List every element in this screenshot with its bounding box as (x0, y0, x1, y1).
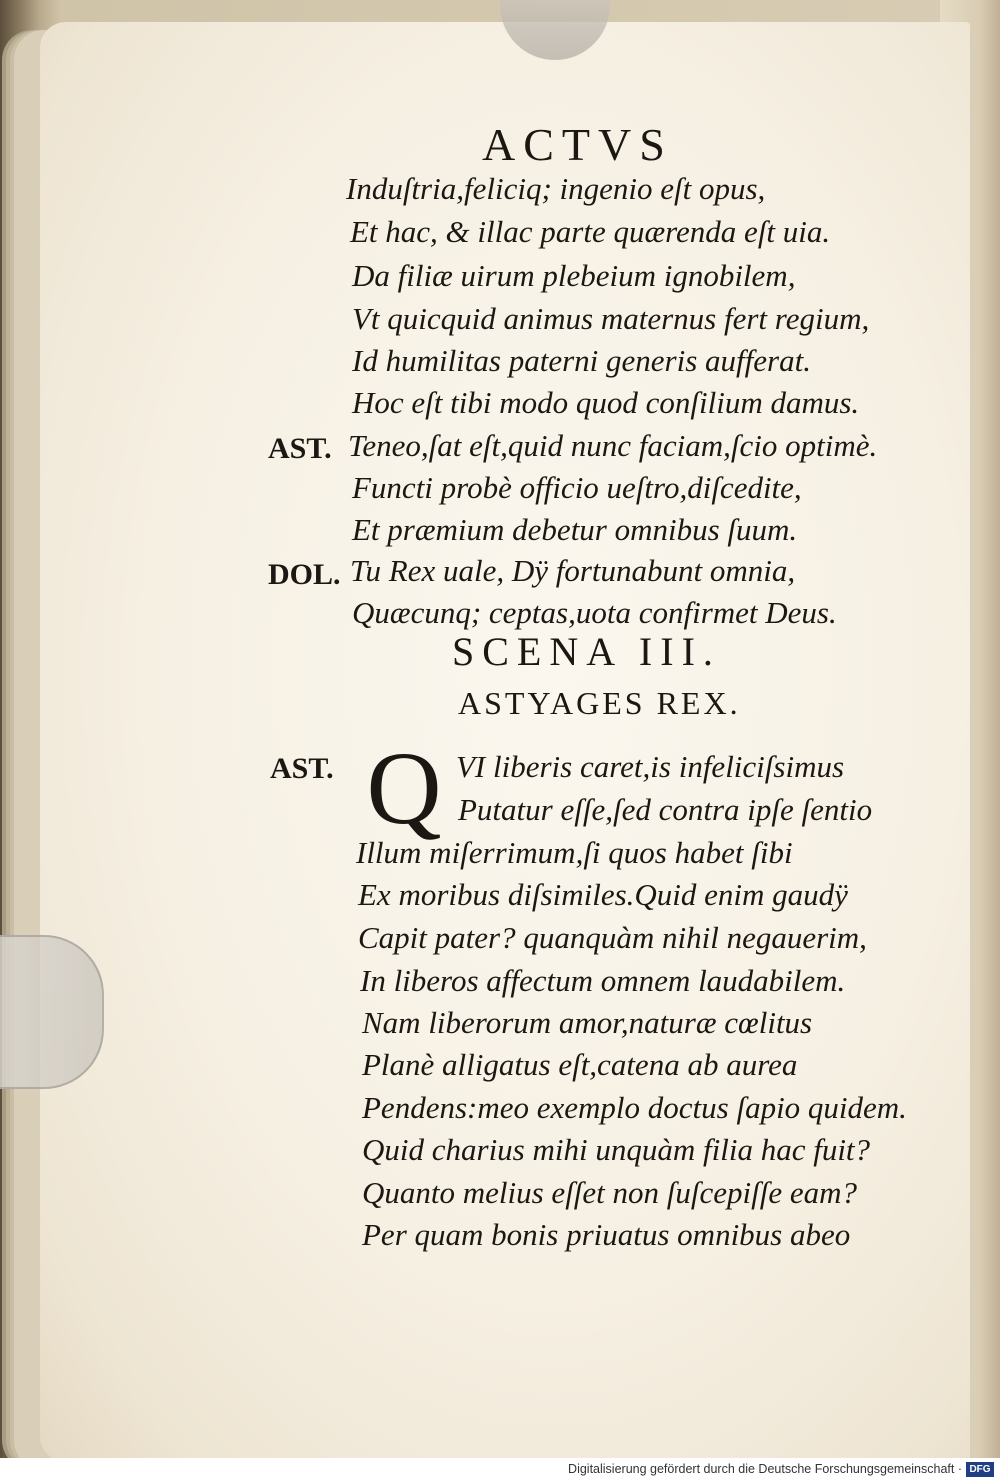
verse-line: Et præmium debetur omnibus ſuum. (352, 512, 798, 547)
verse-line: VI liberis caret,is infeliciſsimus (456, 749, 845, 784)
verse-line: Per quam bonis priuatus omnibus abeo (362, 1217, 851, 1252)
verse-line: Quid charius mihi unquàm filia hac fuit? (362, 1132, 871, 1167)
scene-heading: SCENA III. (452, 629, 721, 674)
speaker-label: DOL. (268, 558, 341, 591)
verse-line: Tu Rex uale, Dÿ fortunabunt omnia, (350, 553, 796, 588)
dfg-logo: DFG (966, 1462, 994, 1477)
verse-line: Vt quicquid animus maternus fert regium, (352, 301, 870, 336)
verse-line: Id humilitas paterni generis aufferat. (352, 343, 811, 378)
verse-line: Quæcunq; ceptas,uota confirmet Deus. (352, 595, 837, 630)
verse-line: Illum miſerrimum,ſi quos habet ſibi (356, 835, 793, 870)
verse-line: Pendens:meo exemplo doctus ſapio quidem. (362, 1090, 907, 1125)
scene-subheading: ASTYAGES REX. (458, 685, 741, 721)
speaker-label: AST. (268, 432, 332, 465)
verse-line: Quanto melius eſſet non ſuſcepiſſe eam? (362, 1175, 858, 1210)
verse-line: Induſtria,feliciq; ingenio eſt opus, (346, 171, 766, 206)
verse-line: Putatur eſſe,ſed contra ipſe ſentio (458, 792, 873, 827)
verse-line: Nam liberorum amor,naturæ cœlitus (362, 1005, 813, 1040)
verse-line: Teneo,ſat eſt,quid nunc faciam,ſcio optimè. (348, 428, 878, 463)
verse-line: Et hac, & illac parte quærenda eſt uia. (350, 214, 831, 249)
verse-line: Da filiæ uirum plebeium ignobilem, (352, 258, 796, 293)
verse-line: In liberos affectum omnem laudabilem. (360, 963, 846, 998)
speaker-label: AST. (270, 752, 334, 785)
verse-line: Functi probè officio ueſtro,diſcedite, (352, 470, 802, 505)
verse-line: Capit pater? quanquàm nihil negauerim, (358, 920, 867, 955)
page-title: ACTVS (482, 119, 673, 170)
verse-line: Planè alligatus eſt,catena ab aurea (362, 1047, 798, 1082)
drop-cap-initial: Q (366, 731, 442, 846)
verse-line: Hoc eſt tibi modo quod conſilium damus. (352, 385, 860, 420)
page-clip-left (0, 935, 104, 1089)
footer-credit: Digitalisierung gefördert durch die Deutsche Forschungsgemeinschaft · (568, 1462, 962, 1476)
verse-line: Ex moribus diſsimiles.Quid enim gaudÿ (358, 877, 848, 912)
